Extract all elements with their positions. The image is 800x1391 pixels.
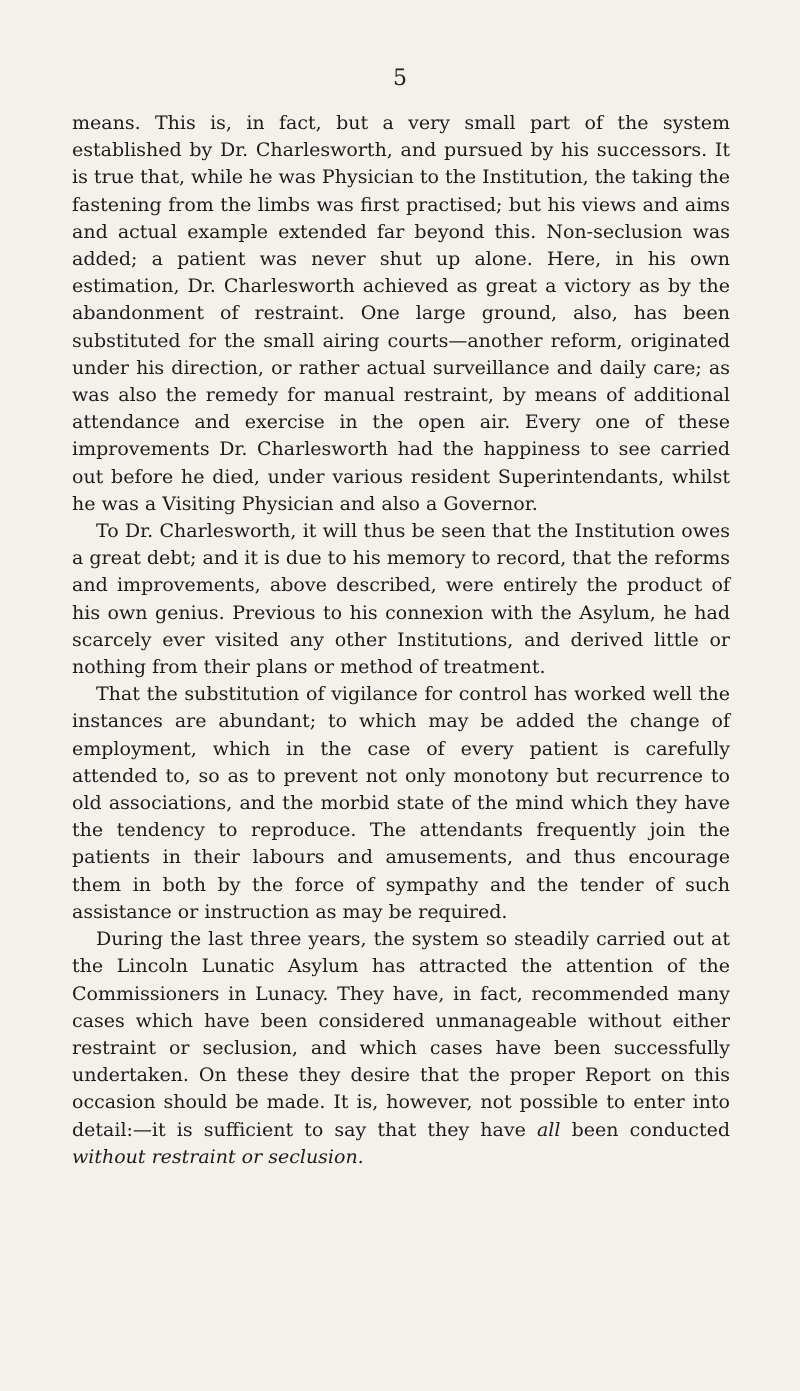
paragraph-4 — [72, 926, 730, 1171]
paragraph-4-emphasis-closing: without restraint or seclusion. — [72, 1145, 364, 1168]
paragraph-4-emphasis-all: all — [536, 1118, 561, 1141]
page-number: 5 — [393, 66, 407, 91]
paragraph-3: That the substitution of vigilance for control has worked well the instances are abundant; to which may be added the change of employment, which in the case of every patient is carefully attended to, so as to prevent not only monotony but recurrence to old associations, and the morbid state of the mind which they have the tendency to reproduce. The attendants frequently join the patients in their labours and amusements, and thus encourage them in both by the force of sympathy and the tender of such assistance or instruction as may be required. — [72, 683, 730, 923]
paragraph-4-text-continued: been conducted — [560, 1118, 730, 1141]
paragraph-2: To Dr. Charlesworth, it will thus be seen that the Institution owes a great debt; and it is due to his memory to record, that the reforms and improvements, above described, were entirely the product of his own genius. Previous to his connexion with the Asylum, he had scarcely ever visited any other Institutions, and derived little or nothing from their plans or method of treatment. — [72, 520, 730, 679]
paragraph-4-text: During the last three years, the system so steadily carried out at the Lincoln Lunatic Asylum has attracted the attention of the Commissioners in Lunacy. They have, in fact, recommended many cases which have been considered unmanageable without either restraint or seclusion, and which cases have been successfully undertaken. On these they desire that the proper Report on this occasion should be made. It is, however, not possible to enter into detail:—it is sufficient to say that they have — [72, 928, 730, 1141]
body-text — [72, 110, 730, 1171]
paragraph-1: means. This is, in fact, but a very small part of the system established by Dr. Charlesworth, and pursued by his successors. It is true that, while he was Physician to the Institution, the taking the fastening from the limbs was first practised; but his views and aims and actual example extended far beyond this. Non-seclusion was added; a patient was never shut up alone. Here, in his own estimation, Dr. Charlesworth achieved as great a victory as by the abandonment of restraint. One large ground, also, has been substituted for the small airing courts—another reform, originated under his direction, or rather actual surveillance and daily care; as was also the remedy for manual restraint, by means of additional attendance and exercise in the open air. Every one of these improvements Dr. Charlesworth had the happiness to see carried out before he died, under various resident Superintendants, whilst he was a Visiting Physician and also a Governor. — [72, 112, 730, 515]
